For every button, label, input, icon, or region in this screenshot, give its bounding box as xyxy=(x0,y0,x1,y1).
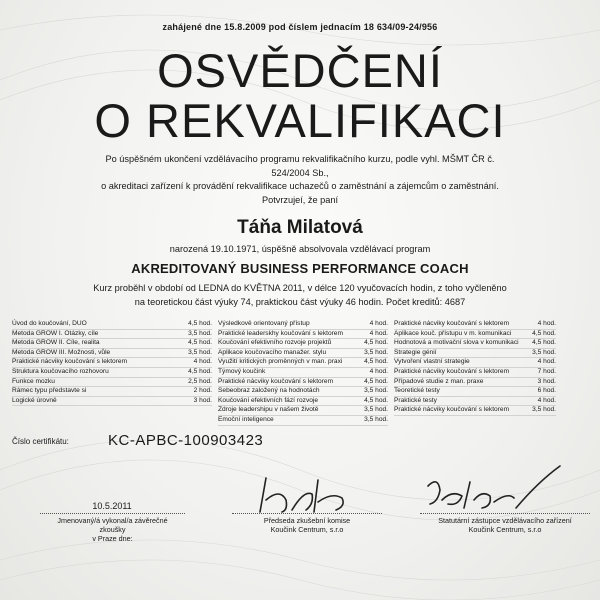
module-hours: 4 hod. xyxy=(537,320,556,327)
module-name: Rámec typu představte si xyxy=(12,387,87,395)
exam-completion-block xyxy=(40,513,185,543)
module-name: Výsledkově orientovaný přístup xyxy=(218,320,310,327)
module-name: Emoční inteligence xyxy=(218,415,274,423)
intro-text xyxy=(40,153,560,207)
module-hours: 4 hod. xyxy=(193,358,212,366)
module-row xyxy=(12,330,212,340)
module-name: Metoda GROW II. Cíle, realita xyxy=(12,339,100,347)
module-name: Aplikace koučovacího manažer. stylu xyxy=(218,348,327,356)
title-line-2: O REKVALIFIKACI xyxy=(94,94,506,147)
module-row xyxy=(218,387,388,397)
module-hours: 4,5 hod. xyxy=(188,367,212,375)
module-hours: 4,5 hod. xyxy=(364,396,388,404)
module-row xyxy=(12,339,212,349)
module-hours: 4,5 hod. xyxy=(364,358,388,366)
module-name: Funkce mozku xyxy=(12,377,55,385)
director-organization: Koučink Centrum, s.r.o xyxy=(468,525,542,534)
module-hours: 4,5 hod. xyxy=(532,329,556,337)
signature-line xyxy=(232,513,382,514)
module-row xyxy=(394,368,556,378)
module-name: Struktura koučovacího rozhovoru xyxy=(12,367,109,375)
module-hours: 2,5 hod. xyxy=(188,377,212,385)
module-row xyxy=(394,339,556,349)
module-row xyxy=(12,397,212,407)
module-row xyxy=(218,378,388,388)
certificate-number-label: Číslo certifikátu: xyxy=(12,437,69,446)
module-row xyxy=(218,339,388,349)
modules-column-2 xyxy=(218,320,388,426)
chairman-organization: Koučink Centrum, s.r.o xyxy=(270,525,344,534)
module-hours: 3,5 hod. xyxy=(364,348,388,356)
module-name: Praktické nácviky koučování s lektorem xyxy=(12,358,128,366)
module-row xyxy=(12,358,212,368)
signature-line xyxy=(40,513,185,514)
director-block xyxy=(420,513,590,534)
recipient-name: Táňa Milatová xyxy=(237,217,363,238)
director-title: Statutární zástupce vzdělávacího zařízení xyxy=(438,516,572,525)
module-name: Praktické testy xyxy=(394,396,437,404)
modules-column-1 xyxy=(12,320,212,426)
completion-line-1: Jmenovaný/á vykonal/a závěrečné xyxy=(57,516,168,525)
chairman-title: Předseda zkušební komise xyxy=(263,516,351,525)
module-row xyxy=(394,406,556,416)
module-hours: 3,5 hod. xyxy=(532,348,556,356)
module-row xyxy=(394,358,556,368)
module-row xyxy=(394,378,556,388)
module-name: Metoda GROW I. Otázky, cíle xyxy=(12,329,99,337)
module-hours: 4,5 hod. xyxy=(532,339,556,347)
module-hours: 4,5 hod. xyxy=(364,339,388,347)
module-hours: 3 hod. xyxy=(537,377,556,385)
module-row xyxy=(218,406,388,416)
module-row xyxy=(218,330,388,340)
module-row xyxy=(218,368,388,378)
module-row xyxy=(218,320,388,330)
module-name: Praktické leaderskhy koučování s lektorem xyxy=(218,329,343,337)
module-name: Sebeobraz založený na hodnotách xyxy=(218,387,320,395)
modules-column-3 xyxy=(394,320,556,426)
module-name: Praktické nácviky koučování s lektorem xyxy=(394,406,510,414)
module-name: Hodnotová a motivační slova v komunikaci xyxy=(394,339,519,347)
module-name: Praktické nácviky koučování s lektorem xyxy=(394,320,510,327)
certificate-number: KC-APBC-100903423 xyxy=(108,432,264,449)
module-hours: 7 hod. xyxy=(537,367,556,375)
module-hours: 4 hod. xyxy=(537,358,556,366)
module-hours: 3,5 hod. xyxy=(364,406,388,414)
module-row xyxy=(394,387,556,397)
module-row xyxy=(12,368,212,378)
intro-line-1: Po úspěšném ukončení vzdělávacího programu rekvalifikačního kurzu, podle vyhl. MŠMT ČR č. xyxy=(105,154,495,164)
module-name: Logické úrovně xyxy=(12,396,57,404)
module-hours: 4 hod. xyxy=(537,396,556,404)
intro-line-2: 524/2004 Sb., xyxy=(271,167,329,178)
module-name: Praktické nácviky koučování s lektorem xyxy=(218,377,334,385)
module-row xyxy=(394,320,556,330)
module-hours: 2 hod. xyxy=(193,387,212,395)
recipient-birth: narozená 19.10.1971, úspěšně absolvovala vzdělávací program xyxy=(169,244,431,254)
module-name: Využití kritických proměnných v man. praxi xyxy=(218,358,343,366)
module-name: Vytvoření vlastní strategie xyxy=(394,358,470,366)
module-row xyxy=(218,416,388,426)
module-hours: 3,5 hod. xyxy=(364,387,388,395)
module-hours: 4,5 hod. xyxy=(188,339,212,347)
module-hours: 4 hod. xyxy=(369,320,388,327)
module-row xyxy=(12,320,212,330)
module-hours: 3,5 hod. xyxy=(364,415,388,423)
module-row xyxy=(394,349,556,359)
module-name: Koučování efektivního rozvoje projektů xyxy=(218,339,332,347)
module-name: Úvod do koučování, DUO xyxy=(12,320,87,327)
module-hours: 3,5 hod. xyxy=(188,329,212,337)
module-row xyxy=(12,349,212,359)
module-hours: 3,5 hod. xyxy=(532,406,556,414)
module-row xyxy=(394,397,556,407)
intro-line-3: o akreditaci zařízení k provádění rekvalifikace uchazečů o zaměstnání a zájemcům o zaměstnání. xyxy=(101,181,499,191)
module-hours: 4,5 hod. xyxy=(188,320,212,327)
module-hours: 4 hod. xyxy=(369,367,388,375)
module-hours: 3,5 hod. xyxy=(188,348,212,356)
module-name: Koučování efektivních fází rozvoje xyxy=(218,396,319,404)
module-row xyxy=(218,349,388,359)
module-name: Aplikace kouč. přístupu v m. komunikaci xyxy=(394,329,512,337)
registration-line: zahájené dne 15.8.2009 pod číslem jednacím 18 634/09-24/956 xyxy=(162,22,438,32)
module-row xyxy=(394,330,556,340)
module-hours: 3 hod. xyxy=(193,396,212,404)
module-name: Týmový koučink xyxy=(218,367,266,375)
signature-line xyxy=(420,513,590,514)
chairman-block xyxy=(232,513,382,534)
module-hours: 4,5 hod. xyxy=(364,377,388,385)
course-line-2: na teoretickou část výuky 74, praktickou část výuky 46 hodin. Počet kreditů: 4687 xyxy=(134,296,466,307)
module-hours: 4 hod. xyxy=(369,329,388,337)
intro-line-4: Potvrzujeí, že paní xyxy=(261,194,339,205)
module-name: Praktické nácviky koučování s lektorem xyxy=(394,367,510,375)
module-name: Případové studie z man. praxe xyxy=(394,377,484,385)
module-name: Teoretické testy xyxy=(394,387,440,395)
module-row xyxy=(12,387,212,397)
module-name: Zdroje leadershipu v našem životě xyxy=(218,406,319,414)
title-line-1: OSVĚDČENÍ xyxy=(157,44,443,97)
module-row xyxy=(218,397,388,407)
module-name: Metoda GROW III. Možnosti, vůle xyxy=(12,348,111,356)
module-row xyxy=(218,358,388,368)
modules-table xyxy=(12,320,556,426)
programme-title: AKREDITOVANÝ BUSINESS PERFORMANCE COACH xyxy=(131,261,469,276)
completion-line-3: v Praze dne: xyxy=(92,534,133,543)
module-name: Strategie génií xyxy=(394,348,437,356)
course-line-1: Kurz proběhl v období od LEDNA do KVĚTNA 2011, v délce 120 vyučovacích hodin, z toho vyčleněno xyxy=(93,283,507,293)
exam-date: 10.5.2011 xyxy=(92,501,132,511)
module-row xyxy=(12,378,212,388)
course-details xyxy=(60,282,540,309)
completion-line-2: zkoušky xyxy=(99,525,126,534)
module-hours: 6 hod. xyxy=(537,387,556,395)
